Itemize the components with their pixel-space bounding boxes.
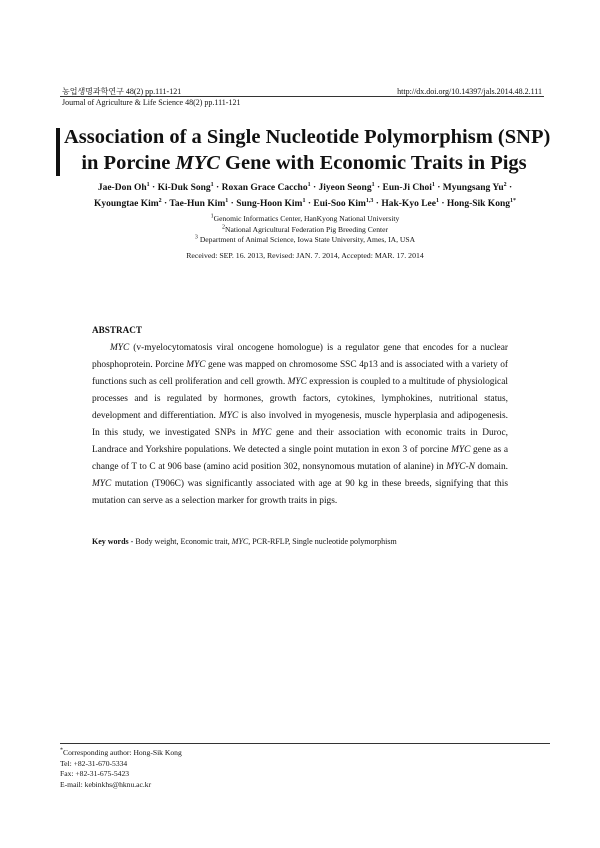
title-line-2 <box>64 150 544 176</box>
affiliation-2 <box>70 225 540 236</box>
author-affiliation-mark: 1 <box>371 181 375 188</box>
author-name: Hong-Sik Kong <box>446 199 510 209</box>
corresponding-text: Corresponding author: Hong-Sik Kong <box>63 748 182 757</box>
affiliation-text: National Agricultural Federation Pig Breeding Center <box>224 224 388 234</box>
author-name: Jiyeon Seong <box>318 183 372 193</box>
author-affiliation-mark: 1* <box>509 197 516 204</box>
author-affiliation-mark: 1 <box>431 181 435 188</box>
author-affiliation-mark: 1 <box>307 181 311 188</box>
footnote-fax: Fax: +82-31-675-5423 <box>60 769 130 778</box>
author-name: Sung-Hoon Kim <box>236 199 303 209</box>
title-side-bar <box>56 128 60 176</box>
author-list <box>70 180 540 212</box>
journal-english-citation: Journal of Agriculture & Life Science 48(2) pp.111-121 <box>62 98 241 107</box>
author-name: Tae-Hun Kim <box>169 199 226 209</box>
author-affiliation-mark: 1 <box>146 181 150 188</box>
author-affiliation-mark: 1 <box>435 197 439 204</box>
affiliation-text: Department of Animal Science, Iowa State University, Ames, IA, USA <box>197 235 416 244</box>
abstract-text: domain. <box>474 462 508 472</box>
author-affiliation-mark: 2 <box>503 181 507 188</box>
affiliation-number: 3 <box>194 234 198 241</box>
keywords-text-2: , PCR-RFLP, Single nucleotide polymorphism <box>248 537 397 546</box>
author-name: Ki-Duk Song <box>157 183 211 193</box>
author-separator: · <box>438 199 447 209</box>
affiliation-1 <box>70 214 540 225</box>
abstract-body <box>92 340 508 510</box>
affiliation-number: 2 <box>221 223 225 230</box>
author-separator: · <box>506 183 513 193</box>
footnote-email[interactable]: E-mail: kebinkhs@hknu.ac.kr <box>60 779 152 789</box>
abstract-text: mutation (T906C) was significantly associated with age at 90 kg in these breeds, signifying that this mutation can serve as a selection marker for growth traits in pigs. <box>92 479 508 506</box>
title-line-2-prefix: in Porcine <box>81 152 176 174</box>
gene-name: MYC <box>218 411 239 421</box>
gene-name: MYC <box>252 428 272 438</box>
affiliation-3 <box>70 235 540 246</box>
author-name: Hak-Kyo Lee <box>381 199 436 209</box>
abstract-text: (v-myelocytomatosis viral oncogene homologue) is a regulator gene that encodes for a nuclear phosphoprotein. Porcine <box>92 343 508 370</box>
author-name: Eun-Ji Choi <box>382 183 432 193</box>
author-separator: · <box>149 183 158 193</box>
author-separator: · <box>373 199 382 209</box>
journal-korean-citation: 농업생명과학연구 48(2) pp.111-121 <box>62 87 182 96</box>
footnote-rule <box>60 743 550 744</box>
author-separator: · <box>213 183 222 193</box>
footnote-star: * <box>60 747 63 754</box>
author-affiliation-mark: 1 <box>302 197 306 204</box>
keywords-separator: - <box>128 537 136 546</box>
author-separator: · <box>161 199 170 209</box>
gene-name: MYC <box>186 360 206 370</box>
title-gene-name: MYC <box>175 152 220 174</box>
keywords-text-1: Body weight, Economic trait, <box>135 537 232 546</box>
abstract-text: gene and their association with economic traits in Duroc, Landrace and Yorkshire populations. We detected a single point mutation in exon 3 of porcine <box>92 428 508 455</box>
author-name: Eui-Soo Kim <box>313 199 366 209</box>
author-affiliation-mark: 2 <box>158 197 162 204</box>
author-name: Jae-Don Oh <box>97 183 147 193</box>
article-title <box>64 124 551 176</box>
gene-name: MYC <box>92 479 112 489</box>
doi-link[interactable]: http://dx.doi.org/10.14397/jals.2014.48.2.111 <box>397 87 542 96</box>
author-name: Kyoungtae Kim <box>94 199 159 209</box>
author-name: Roxan Grace Caccho <box>221 183 308 193</box>
gene-name: MYC <box>451 445 471 455</box>
abstract-text: is also involved in myogenesis, muscle hyperplasia and adipogenesis. In this study, we investigated SNPs in <box>92 411 508 438</box>
author-line-1 <box>70 180 540 196</box>
author-affiliation-mark: 1 <box>225 197 229 204</box>
author-separator: · <box>310 183 319 193</box>
corresponding-footnote <box>60 748 182 790</box>
abstract-text: expression is coupled to a multitude of physiological processes and is regulated by hormones, growth factors, cytokines, lymphokines, nutritional status, development and differentiation. <box>92 377 508 421</box>
keywords-gene: MYC <box>231 537 249 546</box>
author-affiliation-mark: 1,3 <box>365 197 374 204</box>
affiliations <box>70 214 540 246</box>
abstract-heading: ABSTRACT <box>92 325 143 335</box>
author-line-2 <box>70 196 540 212</box>
author-separator: · <box>434 183 443 193</box>
author-separator: · <box>228 199 237 209</box>
title-line-1: Association of a Single Nucleotide Polymorphism (SNP) <box>64 126 551 148</box>
keywords-label: Key words <box>92 537 129 546</box>
title-line-2-suffix: Gene with Economic Traits in Pigs <box>219 152 527 174</box>
footnote-tel: Tel: +82-31-670-5334 <box>60 758 128 768</box>
affiliation-number: 1 <box>210 213 214 220</box>
author-name: Myungsang Yu <box>442 183 504 193</box>
gene-name: MYC-N <box>446 462 475 472</box>
author-affiliation-mark: 1 <box>210 181 214 188</box>
abstract-text: gene as a change of T to C at 906 base (amino acid position 302, nonsynomous mutation of alanine) in <box>92 445 509 472</box>
keywords <box>92 536 397 547</box>
corresponding-author <box>60 748 182 759</box>
author-separator: · <box>305 199 314 209</box>
gene-name: MYC <box>287 377 307 387</box>
author-separator: · <box>374 183 383 193</box>
affiliation-text: Genomic Informatics Center, HanKyong National University <box>213 214 400 223</box>
received-dates: Received: SEP. 16. 2013, Revised: JAN. 7. 2014, Accepted: MAR. 17. 2014 <box>186 251 424 260</box>
abstract-text: gene was mapped on chromosome SSC 4p13 and is associated with a variety of functions such as cell proliferation and cell growth. <box>92 360 508 387</box>
gene-name: MYC <box>110 343 130 353</box>
